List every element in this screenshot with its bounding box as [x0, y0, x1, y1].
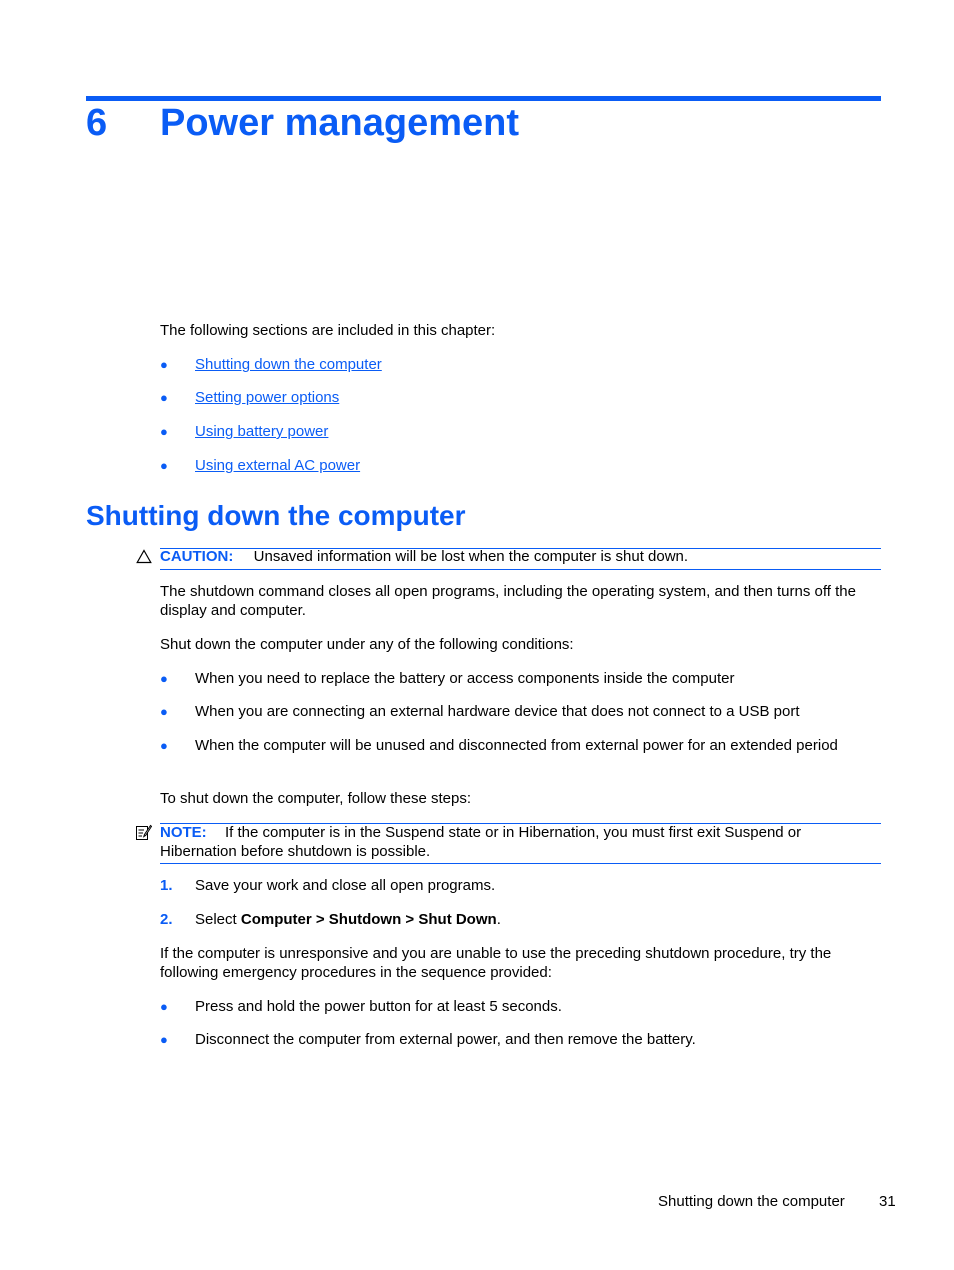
toc-link-battery-power[interactable]: Using battery power [195, 423, 329, 440]
caution-triangle-icon [136, 549, 152, 564]
bullet-icon: ● [160, 671, 168, 686]
caution-rule-bottom [160, 569, 881, 570]
caution-line [160, 547, 882, 566]
chapter-number: 6 [86, 102, 108, 144]
steps-intro: To shut down the computer, follow these steps: [160, 790, 472, 807]
bullet-icon: ● [160, 1032, 168, 1047]
bullet-icon: ● [160, 390, 168, 405]
intro-text: The following sections are included in this chapter: [160, 322, 496, 339]
toc-link-shutting-down[interactable]: Shutting down the computer [195, 356, 382, 373]
bullet-icon: ● [160, 999, 168, 1014]
step-text: Save your work and close all open programs. [195, 877, 496, 894]
emergency-item: Press and hold the power button for at least 5 seconds. [195, 998, 562, 1015]
chapter-title: Power management [160, 102, 519, 144]
step-number: 1. [160, 877, 173, 894]
condition-item: When you are connecting an external hardware device that does not connect to a USB port [195, 703, 800, 720]
emergency-item: Disconnect the computer from external power, and then remove the battery. [195, 1031, 696, 1048]
caution-text: Unsaved information will be lost when the computer is shut down. [253, 548, 689, 565]
step-suffix: . [496, 911, 501, 928]
toc-link-power-options[interactable]: Setting power options [195, 389, 340, 406]
bullet-icon: ● [160, 357, 168, 372]
note-label: NOTE: [160, 824, 207, 841]
shutdown-description: The shutdown command closes all open programs, including the operating system, and then turns off the display and computer. [160, 583, 856, 619]
footer-section-title: Shutting down the computer [658, 1193, 845, 1210]
step-text [195, 910, 875, 929]
caution-label: CAUTION: [160, 548, 234, 565]
note-rule-bottom [160, 863, 881, 864]
section-title: Shutting down the computer [86, 500, 466, 531]
bullet-icon: ● [160, 738, 168, 753]
conditions-intro: Shut down the computer under any of the following conditions: [160, 636, 574, 653]
footer-page-number: 31 [879, 1193, 896, 1210]
step-number: 2. [160, 911, 173, 928]
step-menu-path: Computer > Shutdown > Shut Down [240, 911, 497, 928]
note-pencil-icon [135, 824, 152, 841]
bullet-icon: ● [160, 424, 168, 439]
step-prefix: Select [195, 911, 241, 928]
bullet-icon: ● [160, 458, 168, 473]
note-text-block [160, 823, 882, 861]
condition-item: When the computer will be unused and disconnected from external power for an extended period [195, 737, 838, 754]
toc-link-ac-power[interactable]: Using external AC power [195, 457, 361, 474]
emergency-intro: If the computer is unresponsive and you are unable to use the preceding shutdown procedure, try the following emergency procedures in the sequence provided: [160, 945, 832, 981]
note-text: If the computer is in the Suspend state or in Hibernation, you must first exit Suspend or Hibernation before shutdown is possible. [160, 824, 802, 860]
condition-item: When you need to replace the battery or access components inside the computer [195, 670, 735, 687]
bullet-icon: ● [160, 704, 168, 719]
